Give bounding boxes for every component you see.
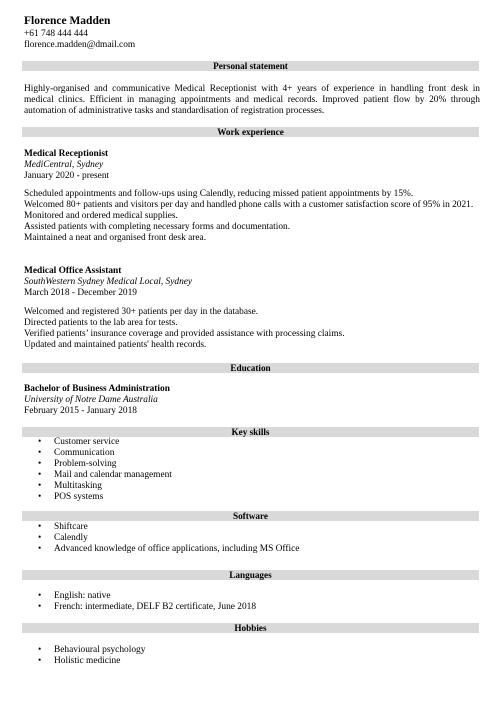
job-title: Medical Office Assistant <box>24 266 122 276</box>
section-header-hobbies: Hobbies <box>22 623 479 633</box>
section-header-personal-statement: Personal statement <box>22 61 479 71</box>
education-dates: February 2015 - January 2018 <box>24 405 137 416</box>
job-duty: Directed patients to the lab area for tests. <box>24 317 178 328</box>
list-item: • Advanced knowledge of office applications, including MS Office <box>38 544 299 555</box>
list-item: • POS systems <box>38 492 172 503</box>
job-title: Medical Receptionist <box>24 149 109 159</box>
hobbies-list <box>38 645 145 667</box>
job-dates: January 2020 - present <box>24 170 110 181</box>
job-duty: Welcomed and registered 30+ patients per day in the database. <box>24 307 259 317</box>
job-duty: Maintained a neat and organised front desk area. <box>24 232 207 243</box>
software-list <box>38 522 299 555</box>
section-header-work-experience: Work experience <box>22 127 479 137</box>
job-duty: Assisted patients with completing necessary forms and documentation. <box>24 221 291 232</box>
candidate-name: Florence Madden <box>24 15 111 27</box>
list-item: • French: intermediate, DELF B2 certificate, June 2018 <box>38 602 256 613</box>
job-duties <box>24 307 480 351</box>
list-item: • Problem-solving <box>38 459 172 470</box>
personal-statement-text: Highly-organised and communicative Medical Receptionist with 4+ years of experience in handling front desk in medical clinics. Efficient in managing appointments and medical records. Improved patient flow by 20% through automation of administrative tasks and standardisation of registration processes. <box>24 84 480 116</box>
section-header-software: Software <box>22 511 479 521</box>
list-item: • Customer service <box>38 437 172 448</box>
section-header-languages: Languages <box>22 570 479 580</box>
skills-list <box>38 437 172 502</box>
phone-number: +61 748 444 444 <box>24 28 88 39</box>
resume-header <box>24 15 135 51</box>
degree-name: Bachelor of Business Administration <box>24 384 170 394</box>
job-duty: Verified patients’ insurance coverage and provided assistance with processing claims. <box>24 328 345 339</box>
email-address: florence.madden@dmail.com <box>24 40 136 51</box>
job-duties <box>24 189 480 244</box>
job-company: MediCentral, Sydney <box>24 159 104 170</box>
job-duty: Monitored and ordered medical supplies. <box>24 210 178 221</box>
list-item: • Holistic medicine <box>38 656 145 667</box>
job-company: SouthWestern Sydney Medical Local, Sydney <box>24 276 193 287</box>
section-header-key-skills: Key skills <box>22 427 479 437</box>
school-name: University of Notre Dame Australia <box>24 394 158 405</box>
languages-list <box>38 591 256 613</box>
job-duty: Scheduled appointments and follow-ups using Calendly, reducing missed patient appointments by 15%. <box>24 189 414 199</box>
list-item: • Calendly <box>38 533 299 544</box>
list-item: • Behavioural psychology <box>38 645 145 656</box>
list-item: • Mail and calendar management <box>38 470 172 481</box>
education-entry <box>24 384 480 417</box>
job-entry <box>24 149 480 182</box>
list-item: • Shiftcare <box>38 522 299 533</box>
job-duty: Welcomed 80+ patients and visitors per day and handled phone calls with a customer satisfaction score of 95% in 2021. <box>24 199 474 210</box>
list-item: • Multitasking <box>38 481 172 492</box>
list-item: • Communication <box>38 448 172 459</box>
job-dates: March 2018 - December 2019 <box>24 287 137 298</box>
job-entry <box>24 266 480 299</box>
job-duty: Updated and maintained patients' health records. <box>24 339 207 350</box>
list-item: • English: native <box>38 591 256 602</box>
section-header-education: Education <box>22 363 479 373</box>
